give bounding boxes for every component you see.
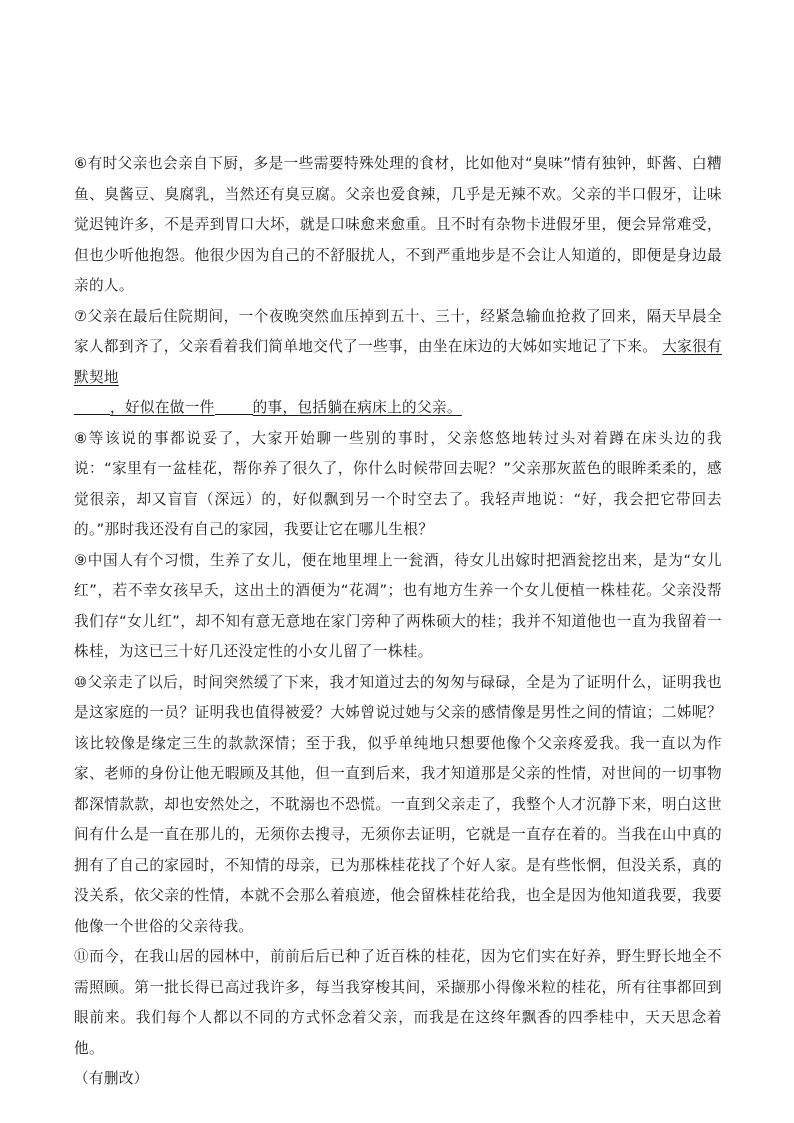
underlined-part-b: ，好似在做一件 [110, 399, 215, 416]
source-note: （有删改） [74, 1070, 149, 1087]
article-body [74, 149, 722, 1095]
paragraph-7 [74, 302, 722, 424]
paragraph-10: ⑩父亲走了以后，时间突然缓了下来，我才知道过去的匆匆与碌碌，全是为了证明什么，证明我也是这家庭的一员？证明我也值得被爱？大姊曾说过她与父亲的感情像是男性之间的情谊；二姊呢？该比较像是缘定三生的款款深情；至于我，似乎单纯地只想要他像个父亲疼爱我。我一直以为作家、老师的身份让他无暇顾及其他，但一直到后来，我才知道那是父亲的性情，对世间的一切事物都深情款款，却也安然处之，不耽溺也不恐慌。一直到父亲走了，我整个人才沉静下来，明白这世间有什么是一直在那儿的，无须你去搜寻，无须你去证明，它就是一直存在着的。当我在山中真的拥有了自己的家园时，不知情的母亲，已为那株桂花找了个好人家。是有些怅惘，但没关系，真的没关系，依父亲的性情，本就不会那么着痕迹，他会留株桂花给我，也全是因为他知道我要，我要他像一个世俗的父亲待我。 [74, 673, 722, 935]
fill-blank-1 [74, 399, 110, 415]
underlined-part-c: 的事，包括躺在病床上的父亲。 [252, 399, 462, 416]
paragraph-9: ⑨中国人有个习惯，生养了女儿，便在地里埋上一瓮酒，待女儿出嫁时把酒瓮挖出来，是为“女儿红”，若不幸女孩早夭，这出土的酒便为“花凋”；也有地方生养一个女儿便植一株桂花。父亲没帮我们存“女儿红”，却不知有意无意地在家门旁种了两株硕大的桂；我并不知道他也一直为我留着一株桂，为这已三十好几还没定性的小女儿留了一株桂。 [74, 551, 722, 660]
underlined-part-a: 大家很有默契地 [74, 338, 722, 386]
paragraph-6: ⑥有时父亲也会亲自下厨，多是一些需要特殊处理的食材，比如他对“臭味”情有独钟，虾酱、白糟鱼、臭酱豆、臭腐乳，当然还有臭豆腐。父亲也爱食辣，几乎是无辣不欢。父亲的半口假牙，让味觉迟钝许多，不是弄到胃口大坏，就是口味愈来愈重。且不时有杂物卡进假牙里，便会异常难受，但也少听他抱怨。他很少因为自己的不舒服扰人，不到严重地步是不会让人知道的，即便是身边最亲的人。 [74, 155, 722, 294]
paragraph-11: ⑪而今，在我山居的园林中，前前后后已种了近百株的桂花，因为它们实在好养，野生野长地全不需照顾。第一批长得已高过我许多，每当我穿梭其间，采撷那小得像米粒的桂花，所有往事都回到眼前来。我们每个人都以不同的方式怀念着父亲，而我是在这终年飘香的四季桂中，天天思念着他。 [74, 948, 722, 1057]
paragraph-7-text: ⑦父亲在最后住院期间，一个夜晚突然血压掉到五十、三十，经紧急输血抢救了回来，隔天早晨全家人都到齐了，父亲看着我们简单地交代了一些事，由坐在床边的大姊如实地记了下来。 [74, 307, 722, 355]
fill-blank-2 [215, 399, 253, 415]
paragraph-8: ⑧等该说的事都说妥了，大家开始聊一些别的事时，父亲悠悠地转过头对着蹲在床头边的我说：“家里有一盆桂花，帮你养了很久了，你什么时候带回去呢？”父亲那灰蓝色的眼眸柔柔的，感觉很亲，却又盲盲（深远）的，好似飘到另一个时空去了。我轻声地说：“好，我会把它带回去的。”那时我还没有自己的家园，我要让它在哪儿生根？ [74, 429, 722, 538]
